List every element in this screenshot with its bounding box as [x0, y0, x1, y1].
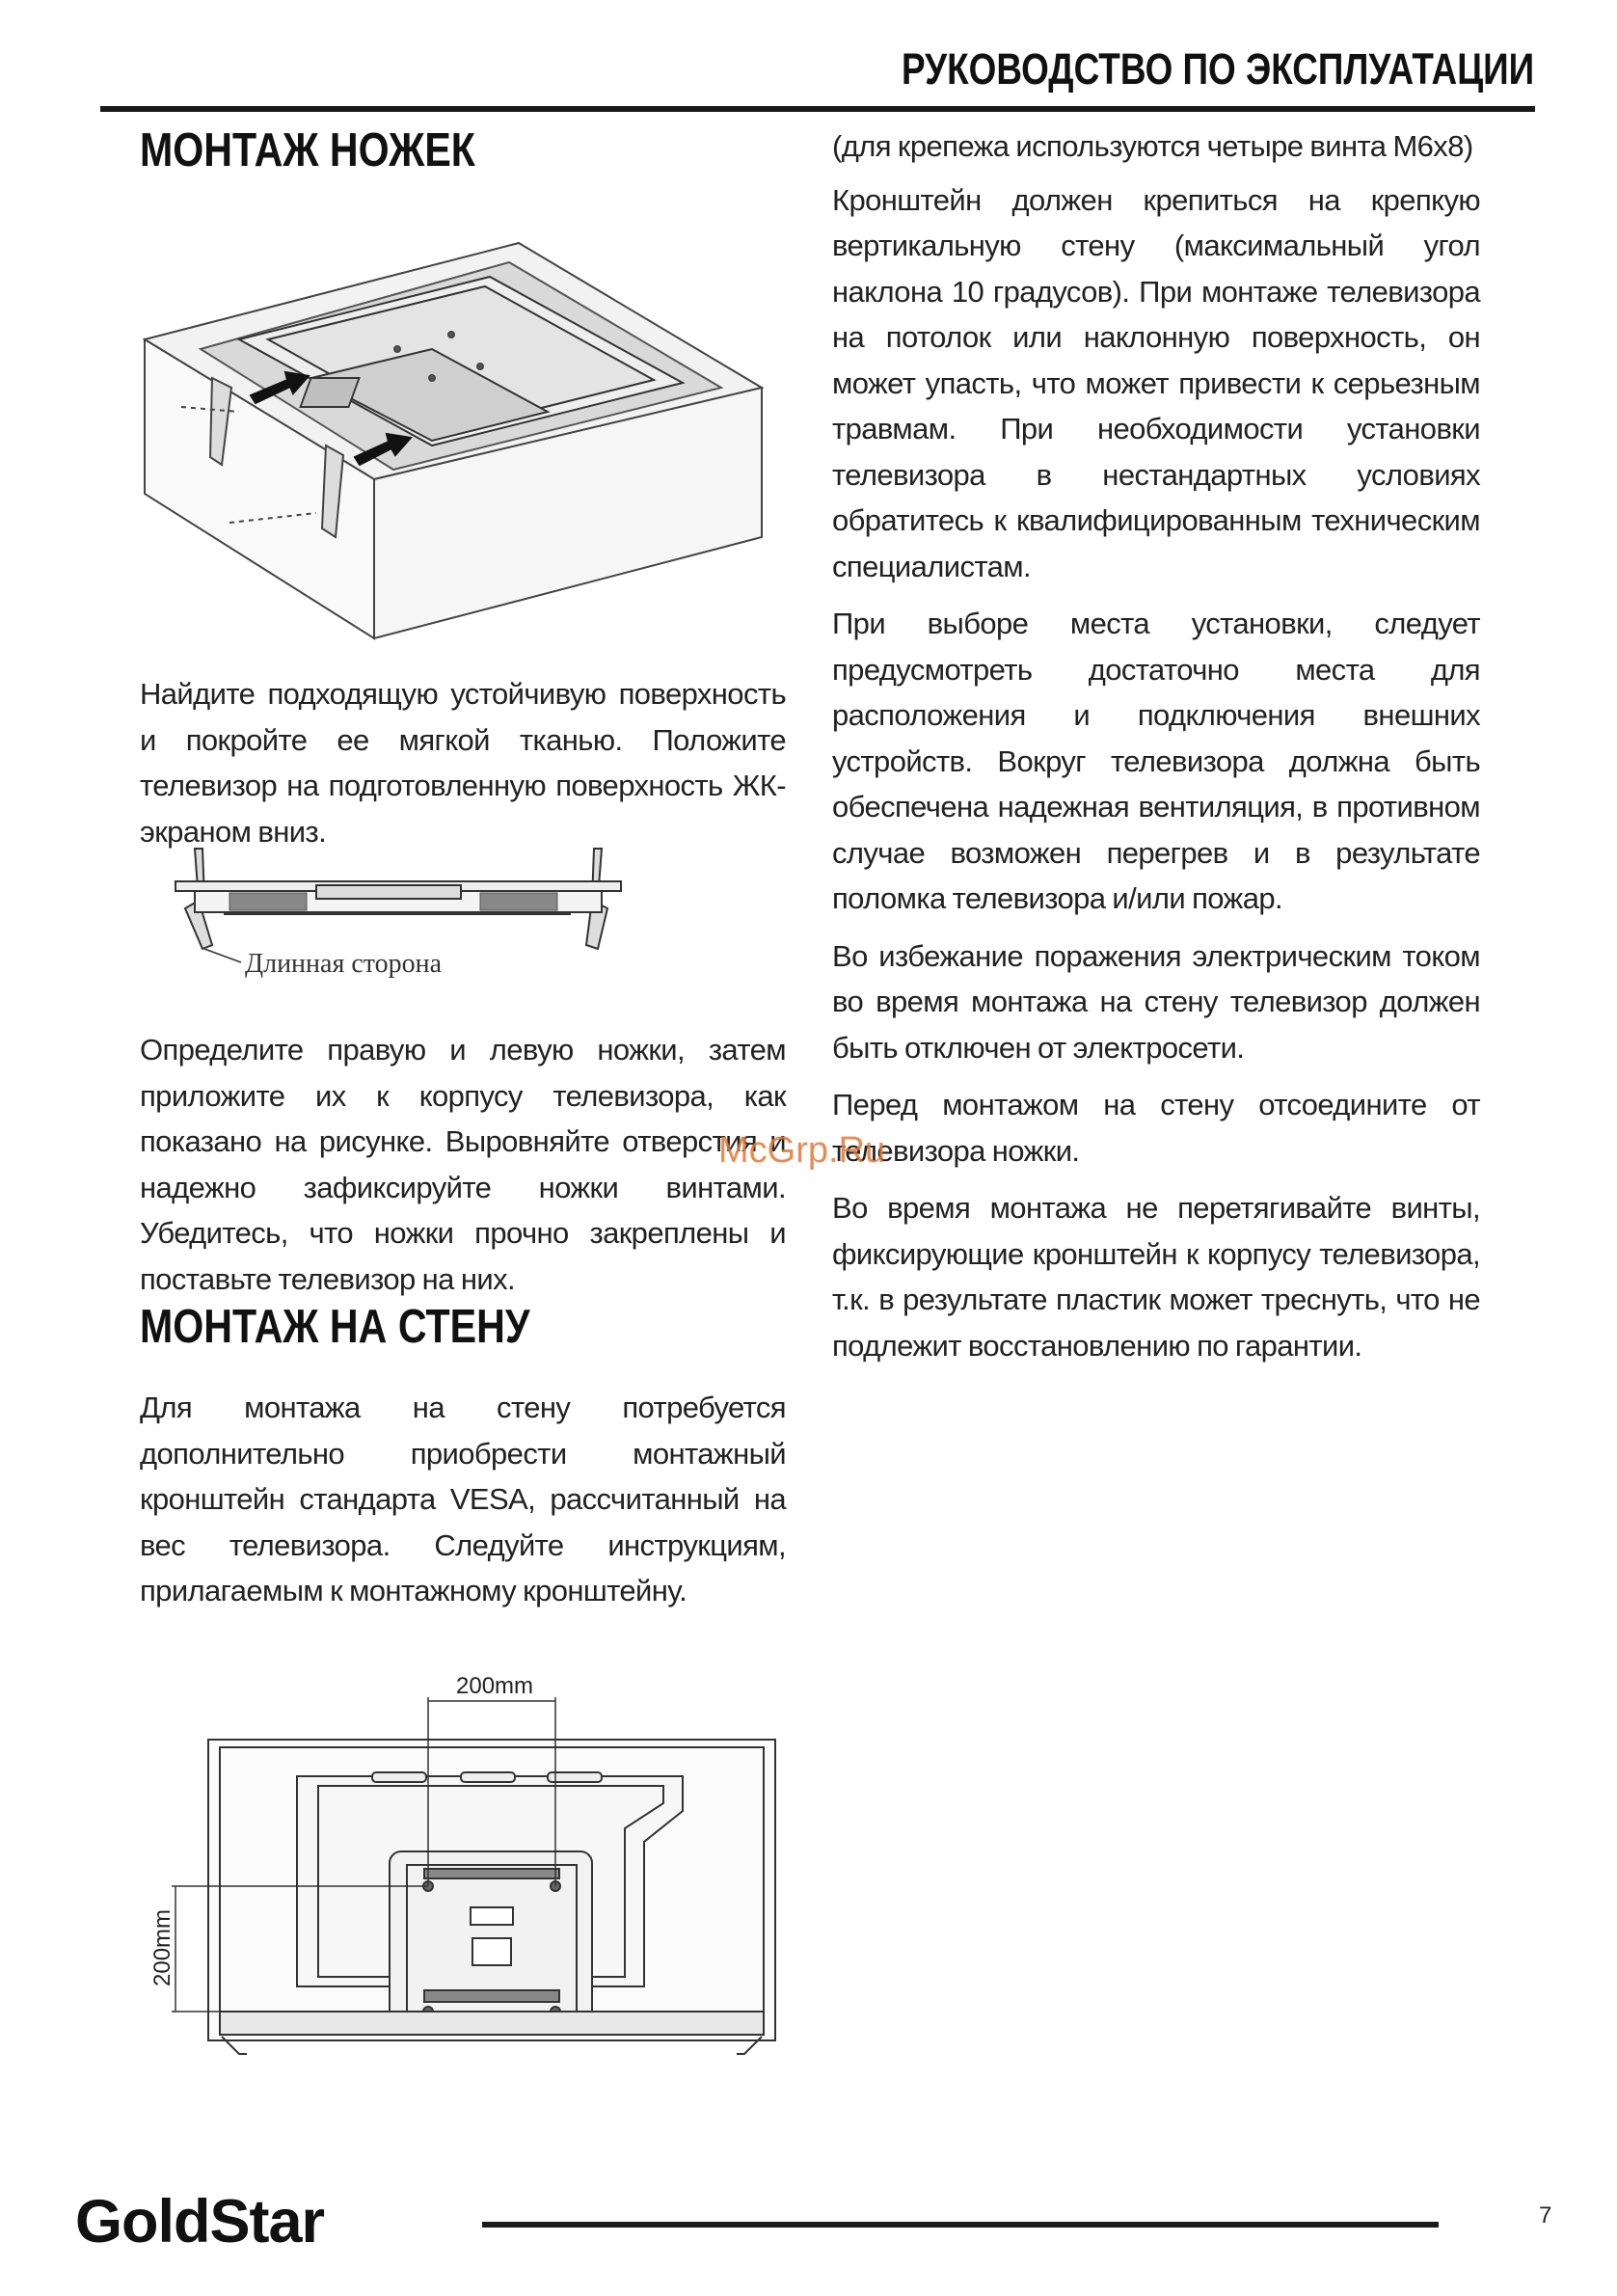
- page-number: 7: [1539, 2202, 1552, 2228]
- legs-text-block-2: [140, 1027, 786, 1302]
- right-paragraph-1: (для крепежа используются четыре винта M6x8): [832, 129, 1473, 163]
- footer-rule: [482, 2222, 1439, 2228]
- header-rule: [100, 106, 1535, 112]
- page-header-title: РУКОВОДСТВО ПО ЭКСПЛУАТАЦИИ: [901, 44, 1534, 94]
- wall-section-title: МОНТАЖ НА СТЕНУ: [140, 1301, 530, 1353]
- wall-paragraph-1: Для монтажа на стену потребуется дополнительно приобрести монтажный кронштейн стандарта VESA, рассчитанный на вес телевизора. Следуйте инструкциям, прилагаемым к монтажному кронштейну.: [140, 1391, 786, 1607]
- legs-paragraph-2: Определите правую и левую ножки, затем приложите их к корпусу телевизора, как показано на рисунке. Выровняйте отверстия и надежно зафиксируйте ножки винтами. Убедитесь, что ножки прочно закреплены и поставьте телевизор на них.: [140, 1033, 786, 1296]
- right-column: [832, 123, 1480, 1368]
- right-paragraph-5: Перед монтажом на стену отсоедините от телевизора ножки.: [832, 1088, 1480, 1168]
- right-paragraph-4: Во избежание поражения электрическим током во время монтажа на стену телевизор должен быть отключен от электросети.: [832, 938, 1480, 1065]
- wall-section: [140, 1300, 786, 1354]
- right-paragraph-6: Во время монтажа не перетягивайте винты, фиксирующие кронштейн к корпусу телевизора, т.к. в результате пластик может треснуть, что не подлежит восстановлению по гарантии.: [832, 1191, 1480, 1363]
- wall-text-block: [140, 1385, 786, 1614]
- right-paragraph-3: При выборе места установки, следует предусмотреть достаточно места для расположения и подключения внешних устройств. Вокруг телевизора должна быть обеспечена надежная вентиляция, в противном случае возможен перегрев и в результате поломка телевизора и/или пожар.: [832, 607, 1480, 915]
- legs-mounting-illustration: [143, 204, 775, 640]
- vesa-horizontal-dimension: 200mm: [456, 1673, 534, 1699]
- legs-section-title: МОНТАЖ НОЖЕК: [140, 124, 475, 176]
- right-paragraph-2: Кронштейн должен крепиться на крепкую вертикальную стену (максимальный угол наклона 10 градусов). При монтаже телевизора на потолок или наклонную поверхность, он может упасть, что может привести к серьезным травмам. При необходимости установки телевизора в нестандартных условиях обратитесь к квалифицированным техническим специалистам.: [832, 182, 1480, 583]
- legs-text-block-1: [140, 671, 786, 854]
- watermark: McGrp.Ru: [718, 1130, 886, 1171]
- long-side-label: Длинная сторона: [245, 949, 443, 979]
- brand-logo: GoldStar: [75, 2188, 325, 2255]
- legs-paragraph-1: Найдите подходящую устойчивую поверхность и покройте ее мягкой тканью. Положите телевизор на подготовленную поверхность ЖК-экраном вниз.: [140, 677, 786, 849]
- vesa-back-panel-illustration: [143, 1659, 789, 2083]
- long-side-illustration: [166, 841, 638, 986]
- vesa-vertical-dimension: 200mm: [149, 1908, 175, 1986]
- left-column: [140, 123, 786, 177]
